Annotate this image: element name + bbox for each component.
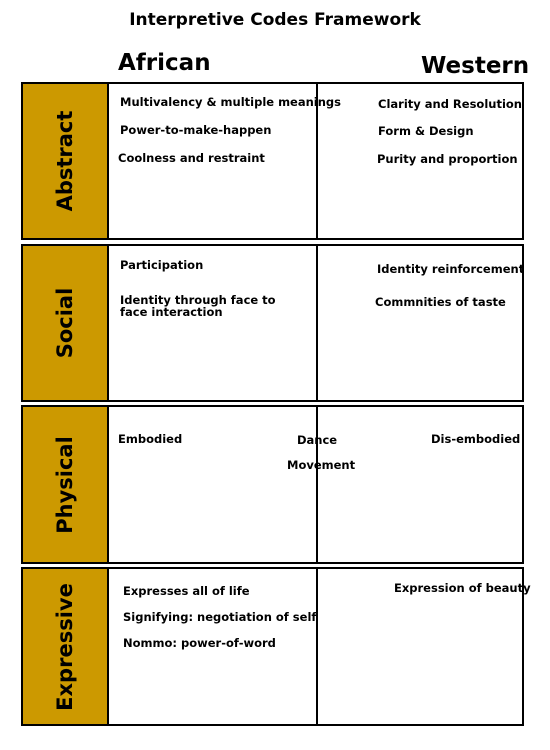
western-item: Purity and proportion	[377, 152, 518, 166]
western-item: Clarity and Resolution	[378, 97, 522, 111]
row-label-expressive-box	[23, 569, 109, 724]
row-label-physical-box	[23, 407, 109, 562]
row-label-abstract-box	[23, 84, 109, 238]
row-label-social: Social	[53, 287, 77, 359]
african-item: Coolness and restraint	[118, 151, 265, 165]
shared-item: Dance	[297, 433, 338, 447]
african-item: Identity through face to face interaction	[120, 293, 276, 319]
row-label-expressive: Expressive	[53, 582, 77, 711]
western-item: Identity reinforcement	[377, 262, 525, 276]
row-label-abstract: Abstract	[53, 110, 77, 212]
column-header-african: African	[118, 50, 211, 76]
row-label-physical: Physical	[53, 435, 77, 534]
column-header-western: Western	[421, 53, 530, 79]
row-expressive	[21, 567, 531, 726]
african-item: Power-to-make-happen	[120, 123, 272, 137]
column-divider	[316, 246, 318, 400]
row-social	[21, 244, 524, 402]
western-item: Dis-embodied	[431, 432, 521, 446]
african-item: Nommo: power-of-word	[123, 636, 276, 650]
row-label-social-box	[23, 246, 109, 400]
african-item: Embodied	[118, 432, 183, 446]
column-divider	[316, 407, 318, 562]
african-item: Participation	[120, 258, 204, 272]
african-item: Signifying: negotiation of self	[123, 610, 317, 624]
row-physical	[21, 405, 524, 564]
western-item: Commnities of taste	[375, 295, 506, 309]
african-item: Expresses all of life	[123, 584, 250, 598]
western-item: Form & Design	[378, 124, 474, 138]
row-abstract	[21, 82, 524, 240]
shared-item: Movement	[287, 458, 356, 472]
western-item: Expression of beauty	[394, 581, 531, 595]
diagram-title: Interpretive Codes Framework	[129, 10, 421, 30]
african-item: Multivalency & multiple meanings	[120, 95, 342, 109]
column-divider	[316, 569, 318, 724]
